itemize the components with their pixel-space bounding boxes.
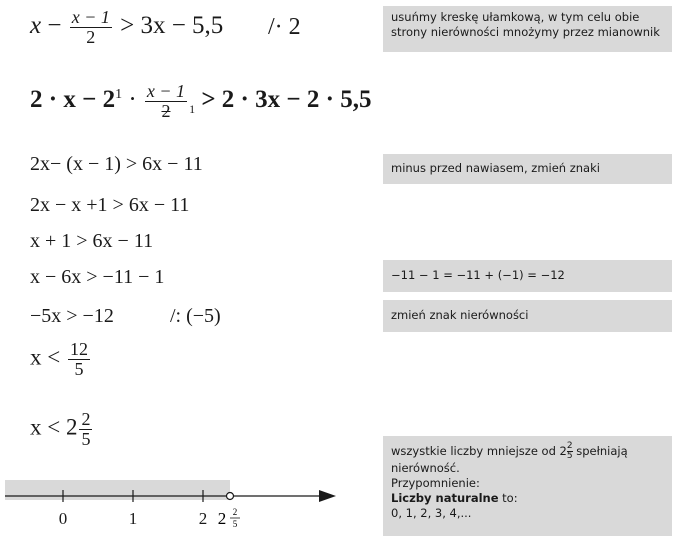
- open-endpoint-marker: [227, 493, 234, 500]
- equation-step-6: x − 6x > −11 − 1: [30, 266, 165, 288]
- inequality-left: x <: [30, 344, 61, 370]
- right-hand-side: > 3x − 5,5: [120, 12, 224, 40]
- fraction-denominator: 5: [81, 428, 91, 449]
- expression-left: 2 · x − 2: [30, 86, 116, 114]
- fraction-numerator: x − 1: [146, 81, 186, 101]
- cancel-subscript: 1: [189, 102, 196, 117]
- note-text: spełniają nierówność.: [391, 444, 628, 475]
- fraction-numerator: 12: [69, 339, 88, 359]
- fraction-numerator: x − 1: [71, 7, 110, 27]
- fraction-denominator-cancelled: 2: [161, 100, 171, 121]
- tick-label: 0: [58, 509, 68, 528]
- cancel-superscript: 1: [115, 86, 123, 102]
- note-text: wszystkie liczby mniejsze od 2: [391, 444, 567, 458]
- note-fraction-numerator: 2: [566, 441, 573, 451]
- note-natural-numbers-list: 0, 1, 2, 3, 4,...: [391, 506, 472, 520]
- fraction-denominator: 2: [86, 26, 96, 47]
- note-minus-before-parenthesis: minus przed nawiasem, zmień znaki: [383, 154, 672, 184]
- note-remove-fraction: usuńmy kreskę ułamkową, w tym celu obie strony nierówności mnożymy przez mianownik: [383, 6, 672, 52]
- equation-step-7: −5x > −12: [30, 305, 114, 327]
- equation-step-4: 2x − x +1 > 6x − 11: [30, 194, 190, 216]
- solution-shading: [5, 480, 230, 500]
- equation-step-3: 2x− (x − 1) > 6x − 11: [30, 153, 203, 175]
- equation-step-5: x + 1 > 6x − 11: [30, 230, 154, 252]
- operation-divide: /: (−5): [170, 305, 221, 327]
- arrow-head-icon: [319, 490, 336, 502]
- right-hand-side: > 2 · 3x − 2 · 5,5: [201, 86, 372, 114]
- operation-multiply: /· 2: [268, 14, 301, 40]
- tick-label: 2: [198, 509, 208, 528]
- endpoint-label-numerator: 2: [232, 507, 238, 517]
- fraction-numerator: 2: [81, 409, 91, 429]
- note-fraction-denominator: 5: [566, 451, 573, 461]
- note-bold-term: Liczby naturalne: [391, 491, 499, 505]
- fraction-denominator: 5: [74, 358, 84, 379]
- tick-label: 1: [128, 509, 138, 528]
- note-text: to:: [498, 491, 518, 505]
- dot-operator: ·: [128, 86, 137, 114]
- inequality-left: x < 2: [30, 414, 78, 440]
- minus-sign: −: [47, 12, 62, 40]
- note-reverse-sign: zmień znak nierówności: [383, 300, 672, 332]
- variable: x: [30, 12, 42, 40]
- endpoint-label-whole: 2: [217, 509, 227, 528]
- note-subtraction: −11 − 1 = −11 + (−1) = −12: [383, 260, 672, 292]
- note-reminder-heading: Przypomnienie:: [391, 476, 480, 490]
- endpoint-label-denominator: 5: [232, 519, 238, 529]
